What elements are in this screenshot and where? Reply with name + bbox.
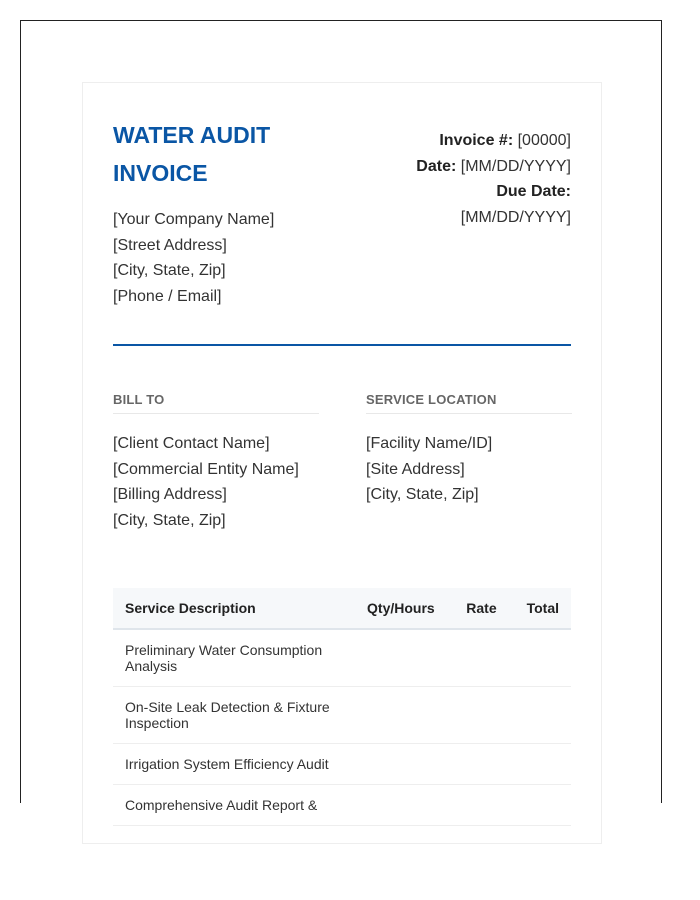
service-location-lines bbox=[366, 431, 572, 508]
bill-to-line: [City, State, Zip] bbox=[113, 511, 226, 529]
invoice-number-value: [00000] bbox=[517, 132, 571, 149]
invoice-date-label: Date: bbox=[416, 157, 457, 175]
col-header-qty: Qty/Hours bbox=[345, 588, 446, 629]
row-total bbox=[509, 744, 571, 785]
bill-to-label: BILL TO bbox=[113, 392, 319, 414]
bill-to-lines bbox=[113, 431, 319, 533]
service-location-line: [Facility Name/ID] bbox=[366, 435, 493, 452]
invoice-number-row bbox=[341, 128, 571, 154]
row-qty bbox=[345, 687, 446, 744]
service-location-section bbox=[366, 392, 572, 508]
table-row bbox=[113, 629, 571, 687]
invoice-date-row bbox=[341, 154, 571, 180]
invoice-title-line2: INVOICE bbox=[113, 160, 208, 186]
col-header-total: Total bbox=[509, 588, 571, 629]
table-row bbox=[113, 687, 571, 744]
row-rate bbox=[447, 629, 509, 687]
row-qty bbox=[345, 744, 446, 785]
row-rate bbox=[447, 744, 509, 785]
bill-to-line: [Commercial Entity Name] bbox=[113, 460, 299, 478]
row-total bbox=[509, 785, 571, 826]
row-qty bbox=[345, 629, 446, 687]
services-table bbox=[113, 588, 571, 826]
company-name: [Your Company Name] bbox=[113, 211, 275, 228]
document-viewport[interactable] bbox=[20, 20, 662, 813]
row-total bbox=[509, 687, 571, 744]
company-contact: [Phone / Email] bbox=[113, 288, 222, 306]
row-description: Comprehensive Audit Report & bbox=[113, 785, 345, 826]
col-header-rate: Rate bbox=[447, 588, 509, 629]
bill-to-line: [Client Contact Name] bbox=[113, 435, 270, 452]
row-description: On-Site Leak Detection & Fixture Inspection bbox=[113, 687, 345, 744]
row-total bbox=[509, 629, 571, 687]
bill-to-line: [Billing Address] bbox=[113, 486, 227, 503]
service-location-line: [Site Address] bbox=[366, 460, 465, 478]
col-header-description: Service Description bbox=[113, 588, 345, 629]
header-divider bbox=[113, 344, 571, 346]
invoice-date-value: [MM/DD/YYYY] bbox=[460, 157, 571, 175]
company-street: [Street Address] bbox=[113, 236, 227, 254]
due-date-label: Due Date: bbox=[496, 183, 571, 201]
row-rate bbox=[447, 687, 509, 744]
invoice-title bbox=[113, 116, 333, 192]
company-info bbox=[113, 207, 274, 310]
table-row bbox=[113, 785, 571, 826]
company-city-state-zip: [City, State, Zip] bbox=[113, 262, 226, 280]
service-location-label: SERVICE LOCATION bbox=[366, 392, 572, 414]
invoice-meta bbox=[341, 128, 571, 231]
table-header-row bbox=[113, 588, 571, 629]
bill-to-section bbox=[113, 392, 319, 533]
due-date-value: [MM/DD/YYYY] bbox=[460, 209, 571, 227]
invoice-page bbox=[82, 82, 602, 844]
due-date-row bbox=[341, 179, 571, 230]
row-description: Preliminary Water Consumption Analysis bbox=[113, 629, 345, 687]
row-description: Irrigation System Efficiency Audit bbox=[113, 744, 345, 785]
row-rate bbox=[447, 785, 509, 826]
table-row bbox=[113, 744, 571, 785]
row-qty bbox=[345, 785, 446, 826]
service-location-line: [City, State, Zip] bbox=[366, 486, 479, 503]
invoice-title-line1: WATER AUDIT bbox=[113, 122, 271, 148]
invoice-number-label: Invoice #: bbox=[439, 132, 514, 149]
